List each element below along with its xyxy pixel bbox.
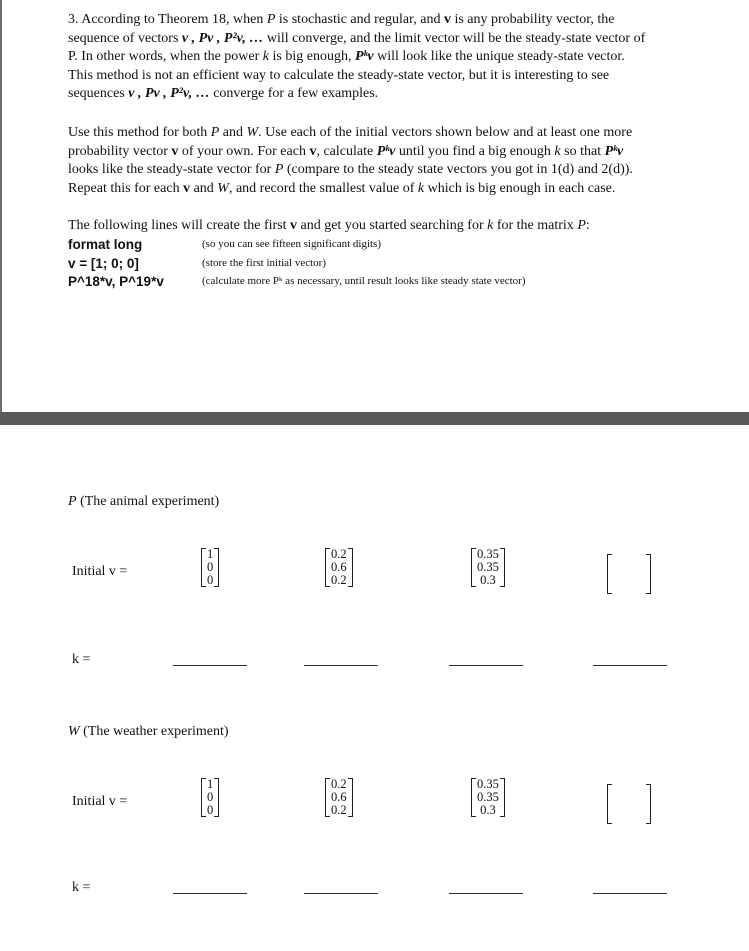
code-command: format long [68,237,143,252]
initial-v-label: Initial v = [72,794,128,809]
k-answer-line[interactable] [304,893,378,894]
vector-w-1: 1 0 0 [201,778,219,817]
k-answer-line[interactable] [173,665,247,666]
code-command: v = [1; 0; 0] [68,256,139,271]
k-answer-line[interactable] [593,665,667,666]
vector-w-2: 0.2 0.6 0.2 [325,778,353,817]
k-answer-line[interactable] [593,893,667,894]
vector-p-3: 0.35 0.35 0.3 [471,548,505,587]
section-title-p: P (The animal experiment) [68,494,220,509]
code-comment: (store the first initial vector) [202,257,327,269]
k-answer-line[interactable] [173,893,247,894]
page-upper [0,0,749,412]
code-comment: (so you can see fifteen significant digits) [202,238,382,250]
intro-paragraph: 3. According to Theorem 18, when P is stochastic and regular, and v is any probability vector, the sequence of vectors v , Pv , P²v, … will converge, and the limit vector will be the steady-state vector of P. In other words, when the power k is big enough, Pᵏv will look like the unique steady-state vector. This method is not an efficient way to calculate the steady-state vector, but it is interesting to see sequences v , Pv , P²v, … converge for a few examples. [68,12,646,101]
vector-p-1: 1 0 0 [201,548,219,587]
code-command: P^18*v, P^19*v [68,274,164,289]
k-answer-line[interactable] [449,893,523,894]
vector-p-2: 0.2 0.6 0.2 [325,548,353,587]
page-left-border [0,0,2,412]
page-lower [0,425,749,951]
initial-v-label: Initial v = [72,564,128,579]
k-answer-line[interactable] [304,665,378,666]
code-comment: (calculate more Pᵏ as necessary, until result looks like steady state vector) [202,275,526,287]
k-label: k = [72,652,91,667]
k-label: k = [72,880,91,895]
vector-w-blank[interactable] [607,784,651,822]
k-answer-line[interactable] [449,665,523,666]
vector-w-3: 0.35 0.35 0.3 [471,778,505,817]
vector-p-blank[interactable] [607,554,651,592]
starter-paragraph: The following lines will create the first v and get you started searching for k for the matrix P: [68,218,590,233]
page-separator [0,412,749,425]
instructions-paragraph: Use this method for both P and W. Use each of the initial vectors shown below and at least one more probability vector v of your own. For each v, calculate Pᵏv until you find a big enough k so that Pᵏv looks like the steady-state vector for P (compare to the steady state vectors you got in 1(d) and 2(d)). Repeat this for each v and W, and record the smallest value of k which is big enough in each case. [68,125,633,196]
section-title-w: W (The weather experiment) [68,724,229,739]
